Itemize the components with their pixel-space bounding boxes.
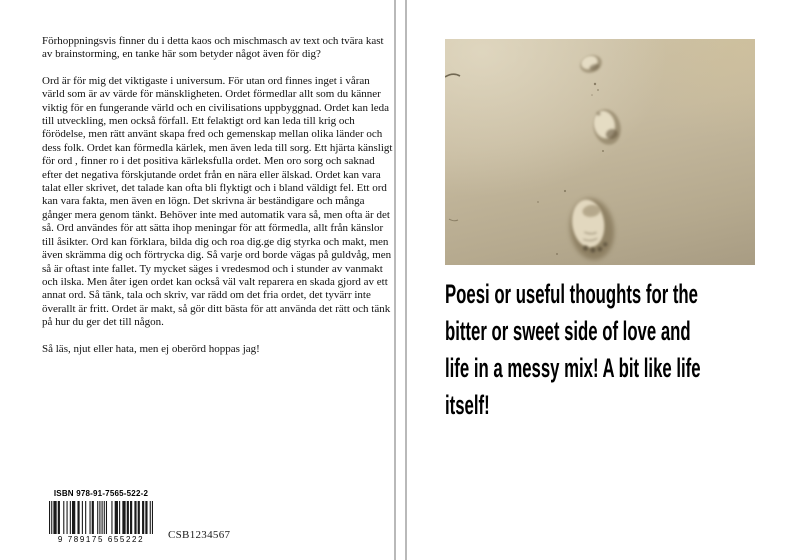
cover-title-line: life in a messy mix! A bit like life bbox=[445, 353, 701, 383]
cover-title-line: Poesi or useful thoughts for the bbox=[445, 279, 698, 309]
spine-line-left bbox=[394, 0, 396, 560]
footprint-top bbox=[578, 52, 604, 75]
back-cover-paragraph: Förhoppningsvis finner du i detta kaos och mischmasch av text och tvära kast av brainstorming, en tanke här som betyder något även för dig? bbox=[42, 35, 384, 61]
barcode-digits: 9 789175 655222 bbox=[57, 535, 145, 544]
cover-title-line: bitter or sweet side of love and bbox=[445, 316, 691, 346]
footprint-middle bbox=[590, 106, 625, 147]
footprints-illustration bbox=[445, 39, 755, 265]
back-cover-text bbox=[42, 35, 393, 356]
csb-code: CSB1234567 bbox=[168, 529, 231, 541]
ean13-barcode bbox=[49, 501, 153, 534]
spine-line-right bbox=[405, 0, 407, 560]
back-cover-paragraph: Så läs, njut eller hata, men ej oberörd hoppas jag! bbox=[42, 342, 260, 355]
footprint-bottom bbox=[566, 195, 618, 263]
isbn-label: ISBN 978-91-7565-522-2 bbox=[53, 489, 149, 498]
seaweed-debris bbox=[449, 219, 458, 221]
cover-title-line: itself! bbox=[445, 390, 490, 420]
seaweed-debris bbox=[445, 74, 460, 77]
cover-title bbox=[445, 276, 785, 424]
back-cover-paragraph: Ord är för mig det viktigaste i universum. För utan ord finnes inget i våran värld som är av värde för mänskligheten. Ordet förmedlar allt som du känner viktig för en fungerande värld och en civilisations uppbyggnad. Ordet kan leda till utveckling, men också förfall. Ett felaktigt ord kan leda till krig och förödelse, men rätt använt skapa fred och gemenskap mellan olika länder och dess folk. Ordet kan förmedla kärlek, men även leda till sorg. Ett hjärta känsligt för ord , finner ro i det positiva kärleksfulla ordet. Men oro sorg och saknad efter det negativa förskjutande ordet från en nära eller älskad. Ordet kan vara talat eller skrivet, det talade kan ofta bli flyktigt och i bland väldigt fel. Ett ord kan vara fakta, men även en lögn. Det skrivna är beständigare och många gånger mera genom tänkt. Behöver inte med automatik vara så, men ofta är det så. Ord användes för att sätta ihop meningar för att förmedla, allt från känslor till åsikter. Ord kan förklara, bilda dig och roa dig.ge dig styrka och makt, men även skrämma dig och förtrycka dig. Så varje ord borde vägas på guldvåg, men så är oftast inte fallet. Ty mycket säges i vredesmod och i stunder av vanmakt och ilska. Men åter igen ordet kan också väl valt reparera en skada gjord av ett annat ord. Så tänk, tala och skriv, var rädd om det fria ordet, det tyvärr inte överallt är fritt. Ordet är makt, så gör ditt bästa för att använda det rätt och tänk på hur du ger det till någon. bbox=[42, 74, 393, 329]
isbn-block bbox=[46, 489, 156, 544]
sand-photo bbox=[445, 39, 755, 265]
